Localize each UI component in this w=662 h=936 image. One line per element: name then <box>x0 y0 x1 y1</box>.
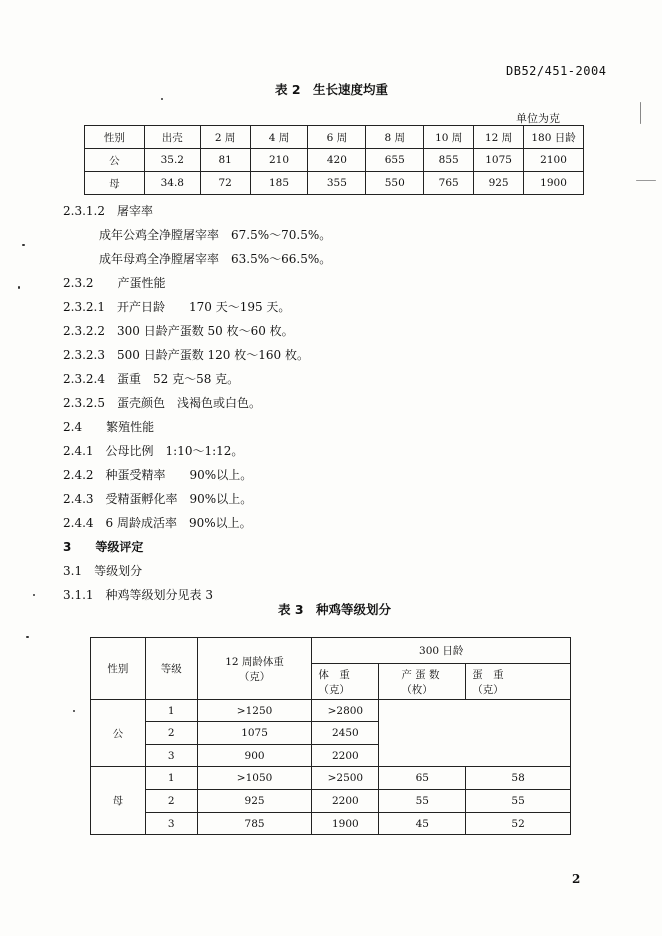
slaughter-rate-female: 成年母鸡全净膛屠宰率 63.5%～66.5%。 <box>99 252 332 266</box>
scan-speck <box>26 636 29 638</box>
table2-cell: 855 <box>424 149 474 172</box>
table3-male-empty <box>379 700 571 767</box>
table2-cell: 420 <box>308 149 366 172</box>
table3 <box>90 637 571 835</box>
table3-bw: 1900 <box>312 813 379 835</box>
section-2-4-3: 2.4.3 受精蛋孵化率 90%以上。 <box>63 492 253 506</box>
section-2-3-2-2: 2.3.2.2 300 日龄产蛋数 50 枚～60 枚。 <box>63 324 294 338</box>
section-3-heading: 3 等级评定 <box>63 540 144 554</box>
page-number: 2 <box>572 872 581 886</box>
table3-header-sex: 性别 <box>91 638 146 700</box>
table3-bw: >2500 <box>312 767 379 790</box>
table2-cell: 355 <box>308 172 366 195</box>
table2-cell: 655 <box>366 149 424 172</box>
section-2-3-2-5: 2.3.2.5 蛋壳颜色 浅褐色或白色。 <box>63 396 261 410</box>
table2-cell: 925 <box>474 172 524 195</box>
table2-cell: 550 <box>366 172 424 195</box>
table2-header-cell: 8 周 <box>366 126 424 149</box>
table3-w12: 785 <box>197 813 312 835</box>
table3-grade: 2 <box>145 790 197 813</box>
table3-grade: 1 <box>145 700 197 722</box>
table2-cell: 81 <box>200 149 250 172</box>
scan-speck <box>636 180 656 181</box>
table3-grade: 2 <box>145 722 197 745</box>
section-2-3-2: 2.3.2 产蛋性能 <box>63 276 166 290</box>
section-2-3-2-1: 2.3.2.1 开产日龄 170 天～195 天。 <box>63 300 291 314</box>
scan-speck <box>640 102 641 124</box>
table2-unit: 单位为克 <box>516 112 560 125</box>
table3-w12: 900 <box>197 745 312 767</box>
table3-header-12wk-unit: （克） <box>238 670 271 683</box>
table-row <box>91 700 571 722</box>
table2 <box>84 125 584 195</box>
scan-speck <box>161 98 163 100</box>
table3-sex-female: 母 <box>91 767 146 835</box>
table3-grade: 3 <box>145 813 197 835</box>
table2-cell: 1075 <box>474 149 524 172</box>
scan-speck <box>18 286 20 289</box>
scan-speck <box>33 594 35 596</box>
table3-header-grade: 等级 <box>145 638 197 700</box>
table2-header-cell: 12 周 <box>474 126 524 149</box>
table3-sex-male: 公 <box>91 700 146 767</box>
table3-header-egg-weight <box>466 664 571 700</box>
table3-bw: 2200 <box>312 745 379 767</box>
table3-w12: 1075 <box>197 722 312 745</box>
section-2-4-1: 2.4.1 公母比例 1:10～1:12。 <box>63 444 244 458</box>
table-row <box>91 767 571 790</box>
section-2-3-2-3: 2.3.2.3 500 日龄产蛋数 120 枚～160 枚。 <box>63 348 309 362</box>
table-row <box>91 790 571 813</box>
table3-w12: 925 <box>197 790 312 813</box>
slaughter-rate-male: 成年公鸡全净膛屠宰率 67.5%～70.5%。 <box>99 228 332 242</box>
table2-cell: 765 <box>424 172 474 195</box>
table-row <box>91 813 571 835</box>
table2-header-row <box>85 126 584 149</box>
table2-header-cell: 出壳 <box>144 126 200 149</box>
table3-w12: >1250 <box>197 700 312 722</box>
table3-bw: 2450 <box>312 722 379 745</box>
table2-title: 表 2 生长速度均重 <box>275 82 389 97</box>
table3-header-body-weight-unit: （克） <box>318 683 350 696</box>
table2-header-cell: 4 周 <box>250 126 308 149</box>
table3-grade: 3 <box>145 745 197 767</box>
standard-code: DB52/451-2004 <box>506 64 607 78</box>
table3-header-egg-count <box>379 664 466 700</box>
table2-cell: 185 <box>250 172 308 195</box>
table3-eggs: 55 <box>379 790 466 813</box>
table-row <box>85 172 584 195</box>
scan-speck <box>73 710 75 712</box>
table3-grade: 1 <box>145 767 197 790</box>
table3-header-egg-weight-label: 蛋 重 <box>472 668 504 681</box>
table2-cell: 34.8 <box>144 172 200 195</box>
table3-header-300day: 300 日龄 <box>312 638 571 664</box>
table2-cell: 210 <box>250 149 308 172</box>
table2-cell: 公 <box>85 149 145 172</box>
table3-header-egg-count-unit: （枚） <box>401 683 433 696</box>
table2-cell: 72 <box>200 172 250 195</box>
table3-ew: 58 <box>466 767 571 790</box>
scan-speck <box>22 244 25 246</box>
table2-header-cell: 10 周 <box>424 126 474 149</box>
table2-cell: 母 <box>85 172 145 195</box>
table3-ew: 52 <box>466 813 571 835</box>
table3-header-body-weight-label: 体 重 <box>318 668 350 681</box>
table3-w12: >1050 <box>197 767 312 790</box>
table3-header-egg-count-label: 产 蛋 数 <box>401 668 440 681</box>
table3-title: 表 3 种鸡等级划分 <box>278 602 392 617</box>
table3-header-12wk-label: 12 周龄体重 <box>225 655 284 668</box>
table3-header-12wk-weight <box>197 638 312 700</box>
table2-header-cell: 6 周 <box>308 126 366 149</box>
section-2-3-1-2: 2.3.1.2 屠宰率 <box>63 204 153 218</box>
section-2-3-2-4: 2.3.2.4 蛋重 52 克～58 克。 <box>63 372 240 386</box>
section-2-4-2: 2.4.2 种蛋受精率 90%以上。 <box>63 468 253 482</box>
table-row <box>85 149 584 172</box>
section-2-4-4: 2.4.4 6 周龄成活率 90%以上。 <box>63 516 252 530</box>
table3-bw: 2200 <box>312 790 379 813</box>
table2-cell: 2100 <box>524 149 584 172</box>
table2-header-cell: 180 日龄 <box>524 126 584 149</box>
table2-header-cell: 性别 <box>85 126 145 149</box>
table3-header-body-weight <box>312 664 379 700</box>
table3-ew: 55 <box>466 790 571 813</box>
table3-eggs: 65 <box>379 767 466 790</box>
section-2-4: 2.4 繁殖性能 <box>63 420 155 434</box>
table2-cell: 35.2 <box>144 149 200 172</box>
table3-header-egg-weight-unit: （克） <box>472 683 504 696</box>
table3-bw: >2800 <box>312 700 379 722</box>
section-3-1: 3.1 等级划分 <box>63 564 143 578</box>
table2-header-cell: 2 周 <box>200 126 250 149</box>
table3-eggs: 45 <box>379 813 466 835</box>
table2-cell: 1900 <box>524 172 584 195</box>
section-3-1-1: 3.1.1 种鸡等级划分见表 3 <box>63 588 213 602</box>
